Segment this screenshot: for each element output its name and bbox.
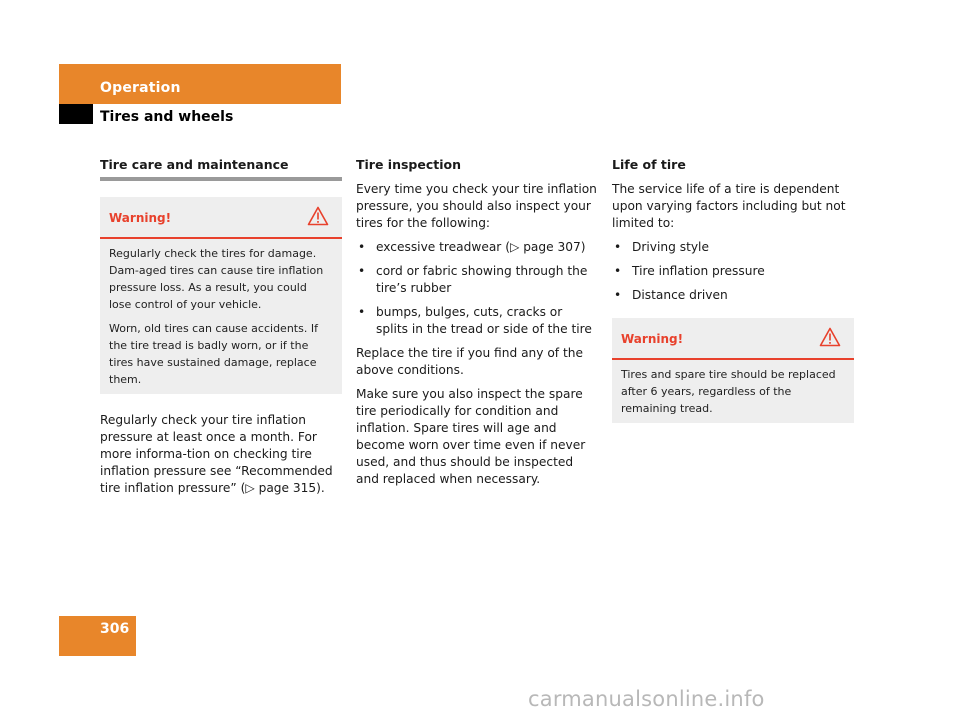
- warning-body: [100, 239, 342, 394]
- list-item: • excessive treadwear (▷ page 307): [356, 239, 598, 256]
- warning-triangle-icon: [819, 327, 841, 347]
- body-text: Make sure you also inspect the spare tire periodically for condition and inflation. Spare tires will age and become worn over time even if never used, and thus should be inspected and replaced when necessary.: [356, 387, 586, 486]
- body-text: Regularly check your tire inflation pressure at least once a month. For more informa-tion on checking tire inflation pressure see “Recommended tire inflation pressure” (▷ page 315).: [100, 413, 333, 495]
- list-item: • bumps, bulges, cuts, cracks or splits in the tread or side of the tire: [356, 304, 598, 338]
- list-item: • cord or fabric showing through the tire’s rubber: [356, 263, 598, 297]
- column-tire-inspection: [356, 156, 598, 495]
- warning-text: Regularly check the tires for damage. Dam-aged tires can cause tire inflation pressure loss. As a result, you could lose control of your vehicle.: [109, 247, 324, 311]
- heading-life-of-tire: Life of tire: [612, 157, 686, 172]
- list-item: • Tire inflation pressure: [612, 263, 854, 280]
- warning-header: [612, 318, 854, 360]
- subsection-marker: [59, 104, 93, 124]
- body-text: Every time you check your tire inflation pressure, you should also inspect your tires for the following:: [356, 182, 597, 230]
- warning-text: Worn, old tires can cause accidents. If the tire tread is badly worn, or if the tires have sustained damage, replace them.: [109, 322, 318, 386]
- body-text: Replace the tire if you find any of the above conditions.: [356, 346, 583, 377]
- warning-title: Warning!: [621, 332, 684, 346]
- column-life-of-tire: [612, 156, 854, 441]
- inspection-list: [356, 239, 598, 338]
- warning-body: [612, 360, 854, 423]
- list-item: • Driving style: [612, 239, 854, 256]
- factor-list: [612, 239, 854, 304]
- list-item: • Distance driven: [612, 287, 854, 304]
- warning-box: [612, 318, 854, 423]
- page-number: 306: [100, 621, 130, 637]
- watermark: carmanualsonline.info: [528, 687, 765, 711]
- subsection-title: Tires and wheels: [100, 109, 234, 125]
- section-title: Operation: [100, 80, 181, 96]
- warning-box: [100, 197, 342, 394]
- heading-tire-care: Tire care and maintenance: [100, 157, 289, 172]
- heading-tire-inspection: Tire inspection: [356, 157, 462, 172]
- heading-rule: [100, 177, 342, 181]
- body-text: The service life of a tire is dependent upon varying factors including but not limited to:: [612, 182, 846, 230]
- warning-triangle-icon: [307, 206, 329, 226]
- column-tire-care: [100, 156, 342, 504]
- warning-title: Warning!: [109, 211, 172, 225]
- warning-text: Tires and spare tire should be replaced after 6 years, regardless of the remaining tread.: [621, 368, 836, 415]
- warning-header: [100, 197, 342, 239]
